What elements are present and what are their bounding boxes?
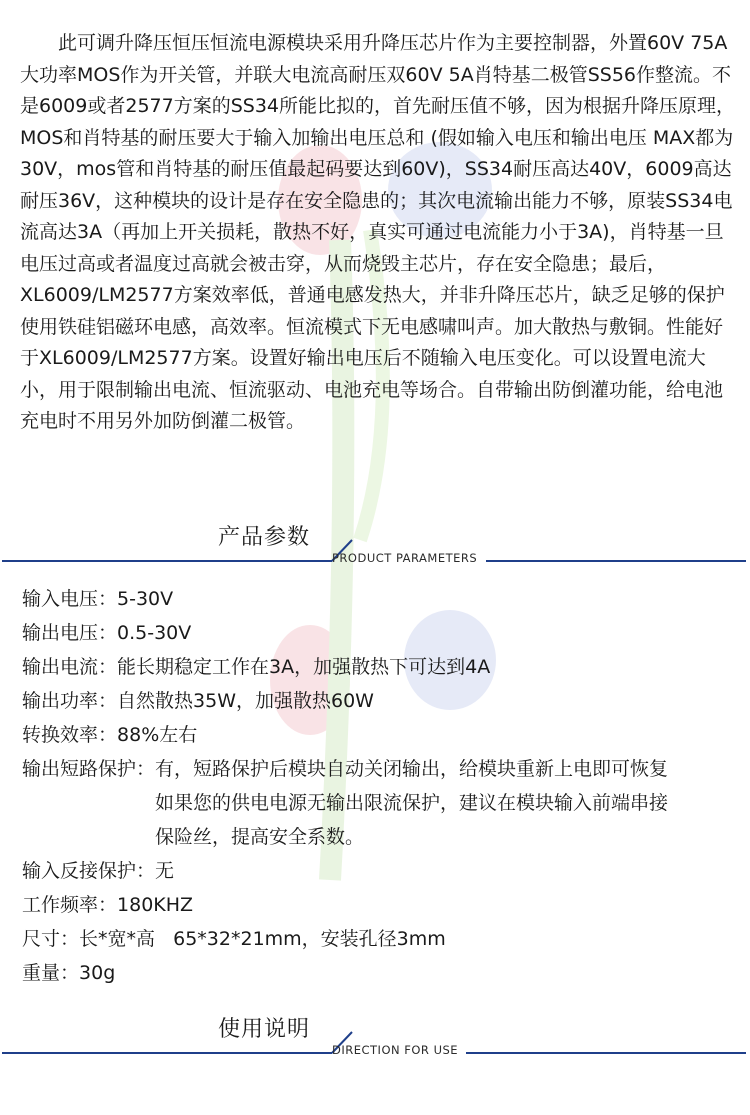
section-title: 使用说明 [218, 1017, 311, 1042]
param-key: 尺寸： [22, 928, 80, 950]
section-title: 产品参数 [218, 525, 311, 550]
param-key: 输出电流： [22, 656, 118, 678]
param-value: 长*宽*高 65*32*21mm，安装孔径3mm [79, 928, 446, 950]
param-row [22, 718, 738, 752]
param-row [22, 854, 738, 888]
param-value: 88%左右 [117, 724, 198, 746]
param-value: 5-30V [117, 588, 174, 610]
param-key: 输入电压： [22, 588, 118, 610]
param-value-line: 保险丝，提高安全系数。 [155, 826, 365, 848]
param-value: 0.5-30V [117, 622, 192, 644]
param-value: 无 [155, 860, 175, 882]
section-subtitle: DIRECTION FOR USE [332, 1043, 459, 1057]
param-key: 输出短路保护： [22, 758, 156, 780]
param-value: 180KHZ [117, 894, 194, 916]
param-value-line: 有，短路保护后模块自动关闭输出，给模块重新上电即可恢复 [155, 758, 669, 780]
param-value: 30g [79, 962, 116, 984]
param-row [22, 650, 738, 684]
param-row [22, 752, 738, 854]
param-key: 输出电压： [22, 622, 118, 644]
param-value [155, 752, 721, 854]
section-header-direction-for-use [0, 1012, 750, 1072]
param-key: 输出功率： [22, 690, 118, 712]
section-divider [0, 1012, 750, 1072]
param-row [22, 582, 738, 616]
param-row [22, 888, 738, 922]
param-key: 工作频率： [22, 894, 118, 916]
intro-paragraph-1: 此可调升降压恒压恒流电源模块采用升降压芯片作为主要控制器，外置60V 75A大功率MOS作为开关管，并联大电流高耐压双60V 5A肖特基二极管SS56作整流。不是6009或者2577方案的SS34所能比拟的，首先耐压值不够，因为根据升降压原理，MOS和肖特基的耐压要大于输入加输出电压总和 (假如输入电压和输出电压 MAX都为30V，mos管和肖特基的耐压值最起码要达到60V)，SS34耐压高达40V，6009高达耐压36V，这种模块的设计是存在安全隐患的；其次电流输出能力不够，原装SS34电流高达3A（再加上开关损耗，散热不好，真实可通过电流能力小于3A)，肖特基一旦电压过高或者温度过高就会被击穿，从而烧毁主芯片，存在安全隐患；最后，XL6009/LM2577方案效率低，普通电感发热大，并非升降压芯片，缺乏足够的保护 [20, 32, 736, 306]
param-value: 能长期稳定工作在3A，加强散热下可达到4A [117, 656, 491, 678]
param-row [22, 922, 738, 956]
param-row [22, 616, 738, 650]
section-subtitle: PRODUCT PARAMETERS [332, 551, 478, 565]
intro-paragraph-2: 使用铁硅铝磁环电感，高效率。恒流模式下无电感啸叫声。加大散热与敷铜。性能好于XL6009/LM2577方案。设置好输出电压后不随输入电压变化。可以设置电流大小，用于限制输出电流、恒流驱动、电池充电等场合。自带输出防倒灌功能，给电池充电时不用另外加防倒灌二极管。 [20, 315, 724, 432]
param-row [22, 684, 738, 718]
section-header-product-parameters [0, 520, 750, 580]
param-key: 重量： [22, 962, 80, 984]
param-key: 转换效率： [22, 724, 118, 746]
parameter-list [22, 582, 738, 990]
param-value-line: 如果您的供电电源无输出限流保护，建议在模块输入前端串接 [155, 792, 669, 814]
section-divider [0, 520, 750, 580]
param-value: 自然散热35W，加强散热60W [117, 690, 374, 712]
param-row [22, 956, 738, 990]
param-key: 输入反接保护： [22, 860, 156, 882]
intro-text [20, 28, 736, 438]
